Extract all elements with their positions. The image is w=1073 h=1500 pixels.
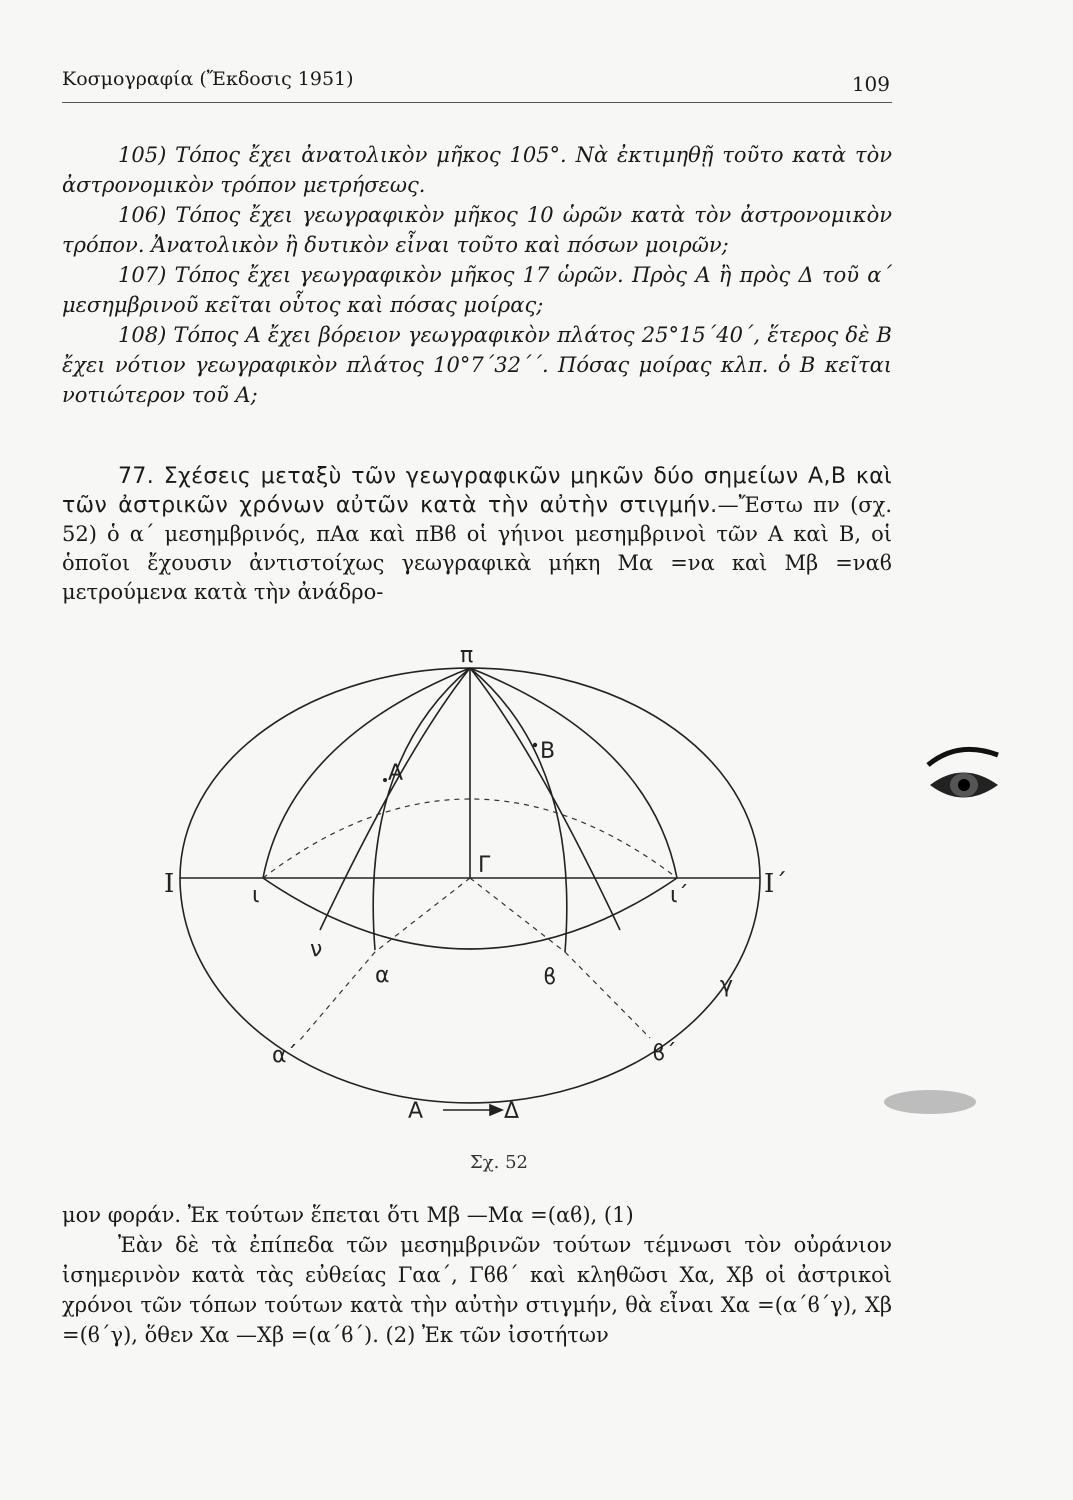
lower-semicircle	[180, 878, 760, 1103]
label-alpha: α	[375, 963, 390, 988]
equation-1-line: μον φοράν. Ἐκ τούτων ἕπεται ὅτι Mβ —Mα =(αϐ), (1)	[62, 1203, 634, 1227]
direction-arrowhead	[490, 1105, 502, 1115]
continuation-text	[62, 1200, 892, 1350]
eye-doodle-icon	[918, 735, 1008, 825]
radius-gamma-alpha	[375, 878, 470, 952]
meridian-pi-B-beta	[470, 668, 567, 952]
continuation-paragraph: Ἐὰν δὲ τὰ ἐπίπεδα τῶν μεσημβρινῶν τούτων τέμνωσι τὸν οὐράνιον ἰσημερινὸν κατὰ τὰς εὐθείας Γαα΄, Γϐϐ΄ καὶ κληθῶσι Xα, Xβ οἱ ἀστρικοὶ χρόνοι τῶν τόπων τούτων κατὰ τὴν αὐτὴν στιγμήν, θὰ εἶναι Xα =(α΄ϐ΄γ), Xβ =(ϐ΄γ), ὅθεν Xα —Xβ =(α΄ϐ΄). (2) Ἐκ τῶν ἰσοτήτων	[62, 1233, 892, 1347]
label-alpha-prime: α΄	[272, 1043, 298, 1068]
radius-beta-beta-prime	[565, 952, 650, 1038]
label-Gamma: Γ	[478, 853, 491, 878]
label-A: Α	[388, 761, 404, 786]
running-header	[62, 62, 892, 103]
meridian-right-inner	[470, 668, 620, 930]
meridian-nu	[320, 668, 470, 930]
section-77	[62, 462, 892, 607]
figure-52	[160, 640, 800, 1140]
point-B	[533, 743, 537, 747]
label-iota-prime: ι΄	[670, 883, 689, 908]
radius-gamma-beta	[470, 878, 565, 952]
label-beta: ϐ	[543, 965, 557, 990]
label-gamma: γ	[720, 973, 734, 998]
label-beta-prime: ϐ΄	[652, 1041, 677, 1066]
exercise-105: 105) Τόπος ἔχει ἀνατολικὸν μῆκος 105°. Νὰ ἐκτιμηθῇ τοῦτο κατὰ τὸν ἀστρονομικὸν τρόπον μετρήσεως.	[62, 143, 892, 197]
label-I-prime: Ι΄	[764, 869, 788, 899]
exercise-106: 106) Τόπος ἔχει γεωγραφικὸν μῆκος 10 ὡρῶν κατὰ τὸν ἀστρονομικὸν τρόπον. Ἀνατολικὸν ἢ δυτικὸν εἶναι τοῦτο καὶ πόσων μοιρῶν;	[62, 203, 892, 257]
label-I: Ι	[164, 869, 175, 899]
point-A	[383, 778, 387, 782]
pencil-smudge-icon	[880, 1082, 980, 1122]
exercise-108: 108) Τόπος Α ἔχει βόρειον γεωγραφικὸν πλάτος 25°15΄40΄, ἕτερος δὲ Β ἔχει νότιον γεωγραφικὸν πλάτος 10°7΄32΄΄. Πόσας μοίρας κλπ. ὁ Β κεῖται νοτιώτερον τοῦ Α;	[62, 323, 892, 407]
label-direction-from: Α	[408, 1099, 424, 1124]
radius-alpha-alpha-prime	[300, 952, 375, 1040]
section-heading: 77. Σχέσεις μεταξὺ τῶν γεωγραφικῶν μηκῶν δύο σημείων Α,Β καὶ τῶν ἀστρικῶν χρόνων αὐτῶν κατὰ τὴν αὐτὴν στιγμήν.	[62, 464, 892, 518]
equator-front	[263, 878, 677, 949]
meridian-pi-A-alpha	[373, 668, 470, 950]
label-nu: ν	[310, 937, 323, 962]
figure-caption: Σχ. 52	[470, 1152, 528, 1173]
exercise-block	[62, 140, 892, 410]
label-pi: π	[460, 643, 474, 668]
label-iota: ι	[252, 883, 260, 908]
exercise-107: 107) Τόπος ἔχει γεωγραφικὸν μῆκος 17 ὡρῶν. Πρὸς Α ἢ πρὸς Δ τοῦ α΄ μεσημβρινοῦ κεῖται οὗτος καὶ πόσας μοίρας;	[62, 263, 892, 317]
header-title: Κοσμογραφία (Ἔκδοσις 1951)	[62, 68, 354, 90]
label-direction-to: Δ	[504, 1099, 520, 1124]
section-body: —Ἔστω πν (σχ. 52) ὁ α΄ μεσημβρινός, πΑα καὶ πΒϐ οἱ γήινοι μεσημβρινοὶ τῶν Α καὶ Β, οἱ ὁποῖοι ἔχουσιν ἀντιστοίχως γεωγραφικὰ μήκη Mα =να καὶ Mβ =ναϐ μετρούμενα κατὰ τὴν ἀνάδρο-	[62, 493, 892, 604]
label-B: Β	[540, 739, 556, 764]
page-number: 109	[851, 72, 890, 96]
